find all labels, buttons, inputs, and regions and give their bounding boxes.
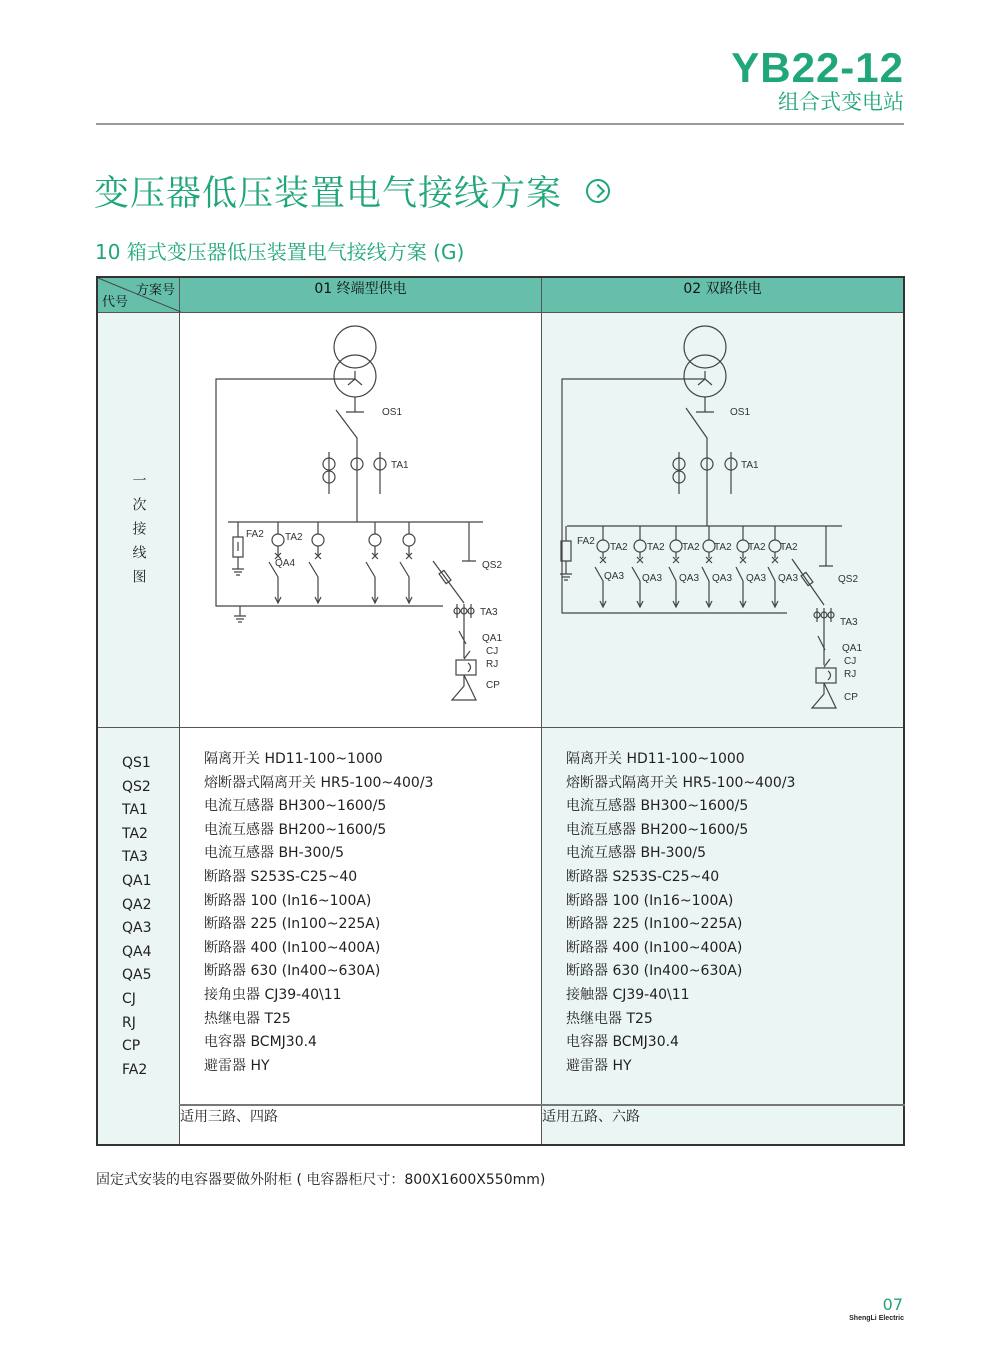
spec-item: 熔断器式隔离开关 HR5-100~400/3 (204, 774, 434, 791)
label-ta1: TA1 (741, 460, 759, 471)
label-qs2: QS2 (838, 574, 859, 585)
label-qa1: QA1 (842, 643, 863, 654)
qs2-disconnect (819, 526, 833, 566)
scheme-header-02: 02 双路供电 (542, 277, 905, 313)
code-item: TA3 (122, 849, 148, 866)
diagram-01-cell (180, 313, 542, 728)
diagram-row-label: 一次接线图 (130, 473, 147, 593)
svg-text:TA2: TA2 (610, 542, 628, 553)
spec-item: 断路器 S253S-C25~40 (204, 868, 358, 885)
component-code-list (98, 728, 179, 1082)
spec-item: 熔断器式隔离开关 HR5-100~400/3 (566, 774, 796, 791)
label-cj: CJ (844, 656, 857, 667)
corner-label-scheme: 方案号 (135, 283, 175, 298)
contactor-relay (456, 660, 476, 675)
svg-text:TA2: TA2 (714, 542, 732, 553)
label-ta2: TA2 (285, 532, 303, 543)
code-item: RJ (122, 1014, 136, 1031)
label-ta1: TA1 (391, 460, 409, 471)
transformer-terminal (696, 397, 714, 412)
code-item: TA1 (122, 802, 148, 819)
svg-text:TA2: TA2 (780, 542, 798, 553)
feeder-group (595, 526, 798, 607)
usage-01: 适用三路、四路 (180, 1105, 542, 1145)
diagram-02-cell (542, 313, 905, 728)
spec-item: 热继电器 T25 (566, 1010, 653, 1027)
label-ta3: TA3 (480, 607, 498, 618)
code-item: FA2 (122, 1061, 148, 1078)
spec-item: 电流互感器 BH300~1600/5 (204, 798, 387, 815)
svg-text:QA3: QA3 (679, 573, 700, 584)
corner-cell (97, 277, 180, 313)
label-cp: CP (486, 680, 500, 691)
spec-item: 电流互感器 BH300~1600/5 (566, 798, 749, 815)
code-item: CP (122, 1038, 141, 1055)
wye-symbol (698, 371, 712, 385)
code-item: QA1 (122, 872, 152, 889)
spec-row (97, 728, 904, 1106)
svg-text:TA2: TA2 (647, 542, 665, 553)
spec-item: 接角虫器 CJ39-40\11 (204, 986, 342, 1003)
capacitor-bank (812, 683, 836, 708)
code-item: QA4 (122, 943, 152, 960)
spec-item: 电流互感器 BH-300/5 (566, 845, 706, 862)
spec-item: 电容器 BCMJ30.4 (566, 1034, 679, 1051)
label-ta3: TA3 (840, 617, 858, 628)
spec-item: 隔离开关 HD11-100~1000 (204, 751, 383, 767)
svg-text:TA2: TA2 (748, 542, 766, 553)
spec-item: 断路器 630 (In400~630A) (566, 963, 743, 980)
usage-row (97, 1105, 904, 1145)
label-cp: CP (844, 692, 858, 703)
spec-item: 断路器 S253S-C25~40 (566, 868, 720, 885)
corner-label-code: 代号 (102, 295, 129, 310)
wye-symbol (348, 371, 362, 385)
brand-block (731, 46, 904, 114)
code-item: QA2 (122, 896, 152, 913)
spec-item: 避雷器 HY (204, 1057, 270, 1074)
svg-text:QA3: QA3 (746, 573, 767, 584)
svg-text:QA3: QA3 (712, 573, 733, 584)
label-rj: RJ (486, 659, 499, 670)
label-os1: OS1 (730, 407, 751, 418)
spec-item: 电容器 BCMJ30.4 (204, 1034, 317, 1051)
wiring-diagram-02 (542, 313, 903, 723)
diagram-row (97, 313, 904, 728)
spec-list-02 (542, 728, 903, 1078)
capacitor-bank (452, 675, 476, 700)
spec-item: 断路器 630 (In400~630A) (204, 963, 381, 980)
label-fa2: FA2 (246, 529, 264, 540)
code-item: QA3 (122, 920, 152, 937)
transformer-terminal (346, 397, 364, 412)
code-item: QA5 (122, 967, 152, 984)
label-qa1: QA1 (482, 633, 503, 644)
scheme-header-01: 01 终端型供电 (180, 277, 542, 313)
code-item: QS1 (122, 755, 151, 771)
section-title: 10 箱式变压器低压装置电气接线方案 (G) (95, 240, 465, 264)
spec-item: 电流互感器 BH200~1600/5 (204, 821, 387, 838)
main-disconnect (336, 410, 357, 522)
spec-item: 断路器 100 (In16~100A) (204, 892, 372, 909)
spec-item: 电流互感器 BH-300/5 (204, 845, 344, 862)
page-number: 07 (882, 1295, 903, 1314)
qs2-disconnect (462, 522, 476, 561)
header-divider (96, 123, 904, 125)
usage-02: 适用五路、六路 (542, 1105, 905, 1145)
diagram-row-label-cell (97, 313, 180, 728)
chevron-right-circle-icon (586, 179, 610, 203)
ground-icon (234, 606, 246, 622)
svg-text:QA3: QA3 (604, 571, 625, 582)
label-qa4: QA4 (275, 558, 296, 569)
product-model: YB22-12 (731, 44, 904, 91)
footnote: 固定式安装的电容器要做外附柜 ( 电容器柜尺寸：800X1600X550mm) (96, 1172, 546, 1188)
spec-item: 断路器 225 (In100~225A) (566, 916, 743, 933)
page-title-text: 变压器低压装置电气接线方案 (94, 174, 563, 214)
spec-item: 电流互感器 BH200~1600/5 (566, 821, 749, 838)
spec-list-01 (180, 728, 541, 1078)
label-qs2: QS2 (482, 560, 503, 571)
page-brand: ShengLi Electric (849, 1315, 904, 1322)
spec-item: 断路器 225 (In100~225A) (204, 916, 381, 933)
label-rj: RJ (844, 669, 857, 680)
contactor-relay (816, 668, 836, 683)
spec-item: 接触器 CJ39-40\11 (566, 986, 690, 1003)
code-item: TA2 (122, 825, 148, 842)
svg-text:QA3: QA3 (778, 573, 799, 584)
table-header-row (97, 277, 904, 313)
svg-text:QA3: QA3 (642, 573, 663, 584)
wiring-diagram-01 (180, 313, 541, 723)
code-item: QS2 (122, 778, 151, 795)
product-subtitle: 组合式变电站 (778, 90, 904, 114)
codes-cell (97, 728, 180, 1146)
page-title (94, 166, 610, 216)
spec-item: 隔离开关 HD11-100~1000 (566, 751, 745, 767)
label-cj: CJ (486, 646, 499, 657)
main-disconnect (686, 408, 707, 526)
code-item: CJ (122, 990, 136, 1007)
wiring-scheme-table (96, 276, 905, 1146)
label-fa2: FA2 (577, 536, 595, 547)
spec-item: 断路器 400 (In100~400A) (204, 939, 381, 956)
spec-item: 断路器 400 (In100~400A) (566, 939, 743, 956)
specs-01-cell (180, 728, 542, 1106)
svg-text:TA2: TA2 (682, 542, 700, 553)
spec-item: 热继电器 T25 (204, 1010, 291, 1027)
label-os1: OS1 (382, 407, 403, 418)
spec-item: 避雷器 HY (566, 1057, 632, 1074)
specs-02-cell (542, 728, 905, 1106)
spec-item: 断路器 100 (In16~100A) (566, 892, 734, 909)
